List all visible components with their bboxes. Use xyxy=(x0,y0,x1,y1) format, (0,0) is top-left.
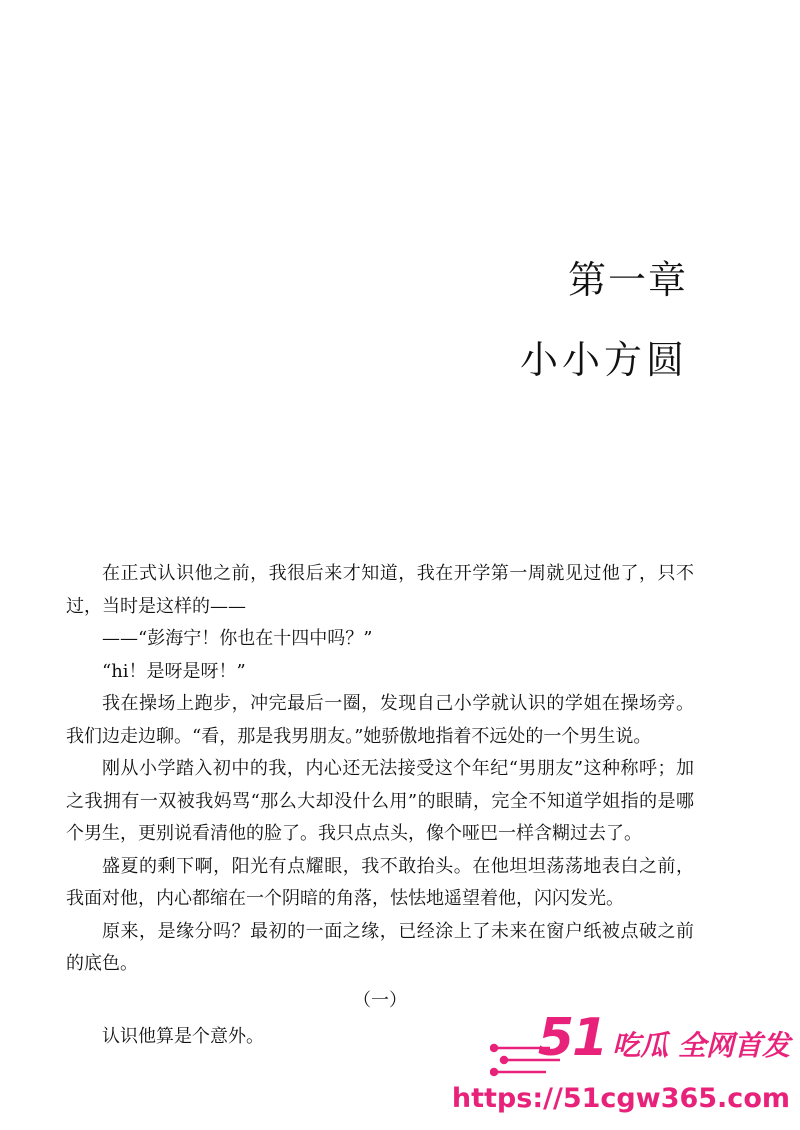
watermark-brand xyxy=(538,1010,790,1074)
chapter-title: 小小方圆 xyxy=(519,338,688,382)
paragraph: 我在操场上跑步，冲完最后一圈，发现自己小学就认识的学姐在操场旁。我们边走边聊。“看，那是我男朋友。”她骄傲地指着不远处的一个男生说。 xyxy=(66,693,694,747)
watermark-url: https://51cgw365.com xyxy=(451,1083,790,1114)
paragraph: 原来，是缘分吗？最初的一面之缘，已经涂上了未来在窗户纸被点破之前的底色。 xyxy=(66,920,694,974)
chapter-number: 第一章 xyxy=(567,258,688,302)
paragraph: 刚从小学踏入初中的我，内心还无法接受这个年纪“男朋友”这种称呼；加之我拥有一双被我妈骂“那么大却没什么用”的眼睛，完全不知道学姐指的是哪个男生，更别说看清他的脸了。我只点点头，像个哑巴一样含糊过去了。 xyxy=(66,758,694,844)
paragraph: 盛夏的剩下啊，阳光有点耀眼，我不敢抬头。在他坦坦荡荡地表白之前，我面对他，内心都缩在一个阴暗的角落，怯怯地遥望着他，闪闪发光。 xyxy=(66,855,694,909)
watermark-label: 吃瓜 全网首发 xyxy=(612,1029,790,1062)
watermark-number: 51 xyxy=(537,1008,607,1068)
watermark xyxy=(451,1008,790,1120)
chapter-heading xyxy=(520,250,688,390)
section-heading: （一） xyxy=(353,989,407,1011)
paragraph: 在正式认识他之前，我很后来才知道，我在开学第一周就见过他了，只不过，当时是这样的—— xyxy=(66,563,694,617)
paragraph: 认识他算是个意外。 xyxy=(102,1026,264,1047)
paragraph: ——“彭海宁！你也在十四中吗？” xyxy=(102,628,373,649)
paragraph: “hi！是呀是呀！” xyxy=(102,660,246,682)
body-text xyxy=(66,558,694,1054)
